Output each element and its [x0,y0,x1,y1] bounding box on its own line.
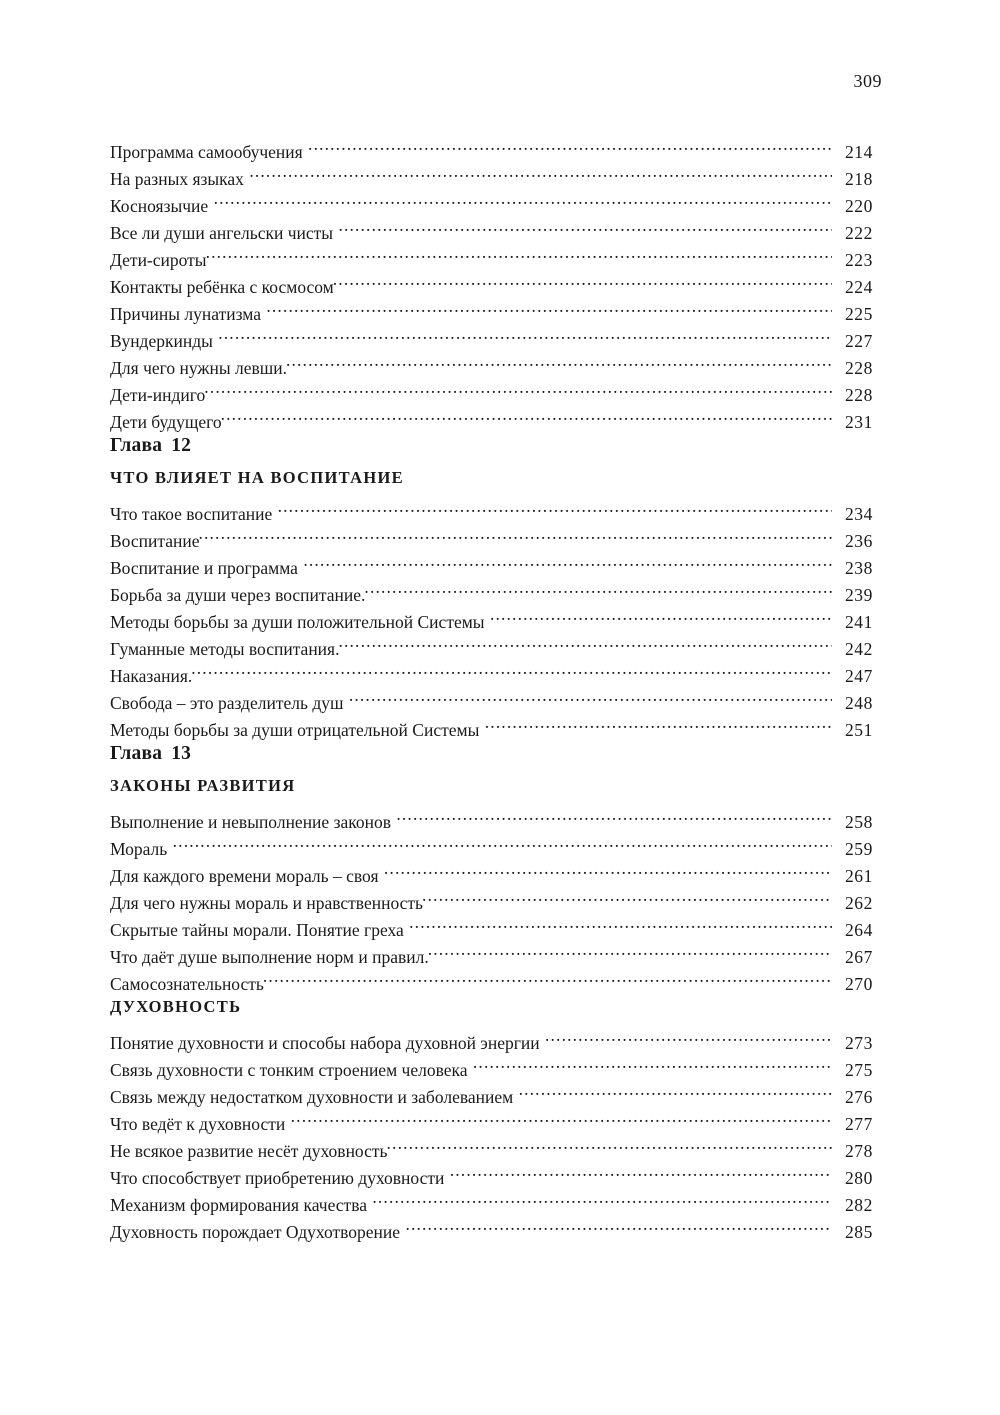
toc-entry[interactable] [110,401,873,432]
toc-entry-page-number: 259 [844,839,873,859]
dot-leader [173,828,832,855]
toc-entry-page-number: 220 [844,196,873,216]
toc-entry[interactable] [110,1022,873,1053]
toc-entry-title: Методы борьбы за души положительной Системы [110,612,485,632]
toc-entry-page-number: 231 [844,412,873,432]
dot-leader [338,212,832,239]
dot-leader [286,347,832,374]
dot-leader [214,185,832,212]
dot-leader [206,239,832,266]
toc-entry-title: Дети-сироты [110,250,207,270]
toc-entry-page-number: 228 [844,358,873,378]
toc-entry-page-number: 258 [844,812,873,832]
dot-leader [428,936,832,963]
dot-leader [308,131,832,158]
toc-entry[interactable] [110,266,873,297]
toc-entry-page-number: 234 [844,504,873,524]
toc-entry-title: Все ли души ангельски чисты [110,223,334,243]
toc-entry-title: Гуманные методы воспитания. [110,639,340,659]
toc-entry-page-number: 218 [844,169,873,189]
toc-entry-page-number: 227 [844,331,873,351]
toc-entry[interactable] [110,655,873,686]
dot-leader [387,1130,832,1157]
toc-entry-title: Дети-индиго [110,385,206,405]
dot-leader [249,158,832,185]
dot-leader [545,1022,832,1049]
toc-entry[interactable] [110,801,873,832]
toc-entry[interactable] [110,547,873,578]
page-number-folio: 309 [853,71,882,91]
toc-entry-page-number: 273 [844,1033,873,1053]
toc-entry-title: Мораль [110,839,168,859]
toc-entry-page-number: 261 [844,866,873,886]
dot-leader [266,293,832,320]
chapter-number: 13 [171,743,192,764]
section-title-heading: ДУХОВНОСТЬ [110,997,242,1016]
dot-leader [409,909,832,936]
dot-leader [198,520,832,547]
chapter-title-heading: ЧТО ВЛИЯЕТ НА ВОСПИТАНИЕ [110,468,404,487]
toc-entry-title: Духовность порождает Одухотворение [110,1222,401,1242]
dot-leader [405,1211,832,1238]
toc-entry-page-number: 222 [844,223,873,243]
dot-leader [338,628,832,655]
toc-entry-page-number: 275 [844,1060,873,1080]
toc-entry-title: Что ведёт к духовности [110,1114,286,1134]
dot-leader [519,1076,832,1103]
toc-entry[interactable] [110,347,873,378]
toc-entry-page-number: 278 [844,1141,873,1161]
toc-entry[interactable] [110,493,873,524]
toc-entry-title: На разных языках [110,169,244,189]
toc-entry-title: Контакты ребёнка с космосом [110,277,334,297]
toc-entry-page-number: 242 [844,639,873,659]
chapter-number: 12 [171,435,192,456]
toc-entry-title: Скрытые тайны морали. Понятие греха [110,920,404,940]
dot-leader [291,1103,832,1130]
toc-entry[interactable] [110,239,873,270]
toc-entry-title: Борьба за души через воспитание. [110,585,366,605]
toc-entry-page-number: 238 [844,558,873,578]
dot-leader [490,601,832,628]
toc-entry-page-number: 225 [844,304,873,324]
dot-leader [450,1157,832,1184]
toc-entry-page-number: 285 [844,1222,873,1242]
dot-leader [349,682,832,709]
toc-entry-title: Выполнение и невыполнение законов [110,812,391,832]
toc-entry-title: Что даёт душе выполнение норм и правил. [110,947,429,967]
toc-entry-title: Механизм формирования качества [110,1195,367,1215]
chapter-word: Глава [110,743,163,764]
toc-entry[interactable] [110,855,873,886]
toc-entry-page-number: 276 [844,1087,873,1107]
dot-leader [422,882,832,909]
toc-entry-page-number: 282 [844,1195,873,1215]
chapter-title-heading: ЗАКОНЫ РАЗВИТИЯ [110,776,296,795]
dot-leader [263,963,832,990]
toc-entry-page-number: 251 [844,720,873,740]
dot-leader [303,547,832,574]
dot-leader [473,1049,832,1076]
toc-entry-page-number: 267 [844,947,873,967]
toc-entry-title: Связь между недостатком духовности и заболеванием [110,1087,514,1107]
toc-entry-page-number: 241 [844,612,873,632]
toc-entry[interactable] [110,682,873,713]
dot-leader [364,574,832,601]
dot-leader [485,709,832,736]
toc-entry-title: Что такое воспитание [110,504,273,524]
toc-entry-title: Методы борьбы за души отрицательной Системы [110,720,480,740]
chapter-word: Глава [110,435,163,456]
toc-entry-page-number: 236 [844,531,873,551]
dot-leader [218,320,832,347]
toc-entry-title: Связь духовности с тонким строением человека [110,1060,468,1080]
toc-entry-page-number: 270 [844,974,873,994]
toc-entry-title: Не всякое развитие несёт духовность [110,1141,388,1161]
toc-entry-title: Самосознательность [110,974,264,994]
chapter-number-heading [110,428,873,461]
toc-entry-title: Для чего нужны левши. [110,358,287,378]
dot-leader [204,374,832,401]
toc-entry-title: Вундеркинды [110,331,213,351]
toc-entry[interactable] [110,320,873,351]
dot-leader [333,266,832,293]
toc-entry-page-number: 264 [844,920,873,940]
toc-entry-page-number: 247 [844,666,873,686]
toc-entry-page-number: 214 [844,142,873,162]
dot-leader [278,493,832,520]
toc-entry[interactable] [110,520,873,551]
toc-entry-title: Понятие духовности и способы набора духовной энергии [110,1033,540,1053]
toc-entry-title: Воспитание [110,531,200,551]
toc-entry-page-number: 228 [844,385,873,405]
toc-entry[interactable] [110,828,873,859]
dot-leader [372,1184,832,1211]
toc-entry-title: Дети будущего [110,412,222,432]
toc-entry-title: Для чего нужны мораль и нравственность [110,893,424,913]
toc-entry-title: Наказания. [110,666,193,686]
dot-leader [191,655,832,682]
toc-entry-title: Косноязычие [110,196,209,216]
toc-entry[interactable] [110,185,873,216]
toc-entry-page-number: 223 [844,250,873,270]
toc-entry-page-number: 239 [844,585,873,605]
toc-entry[interactable] [110,212,873,243]
dot-leader [384,855,832,882]
toc-entry[interactable] [110,374,873,405]
toc-entry-page-number: 224 [844,277,873,297]
toc-entry-title: Для каждого времени мораль – своя [110,866,379,886]
toc-entry-page-number: 277 [844,1114,873,1134]
toc-entry-title: Что способствует приобретению духовности [110,1168,445,1188]
dot-leader [221,401,832,428]
toc-entry-page-number: 280 [844,1168,873,1188]
toc-entry-page-number: 248 [844,693,873,713]
dot-leader [396,801,832,828]
toc-entry-page-number: 262 [844,893,873,913]
toc-entry-title: Воспитание и программа [110,558,298,578]
toc-entry-title: Свобода – это разделитель душ [110,693,344,713]
toc-entry-title: Причины лунатизма [110,304,261,324]
table-of-contents [110,131,873,1242]
toc-entry-title: Программа самообучения [110,142,303,162]
toc-entry[interactable] [110,131,873,162]
